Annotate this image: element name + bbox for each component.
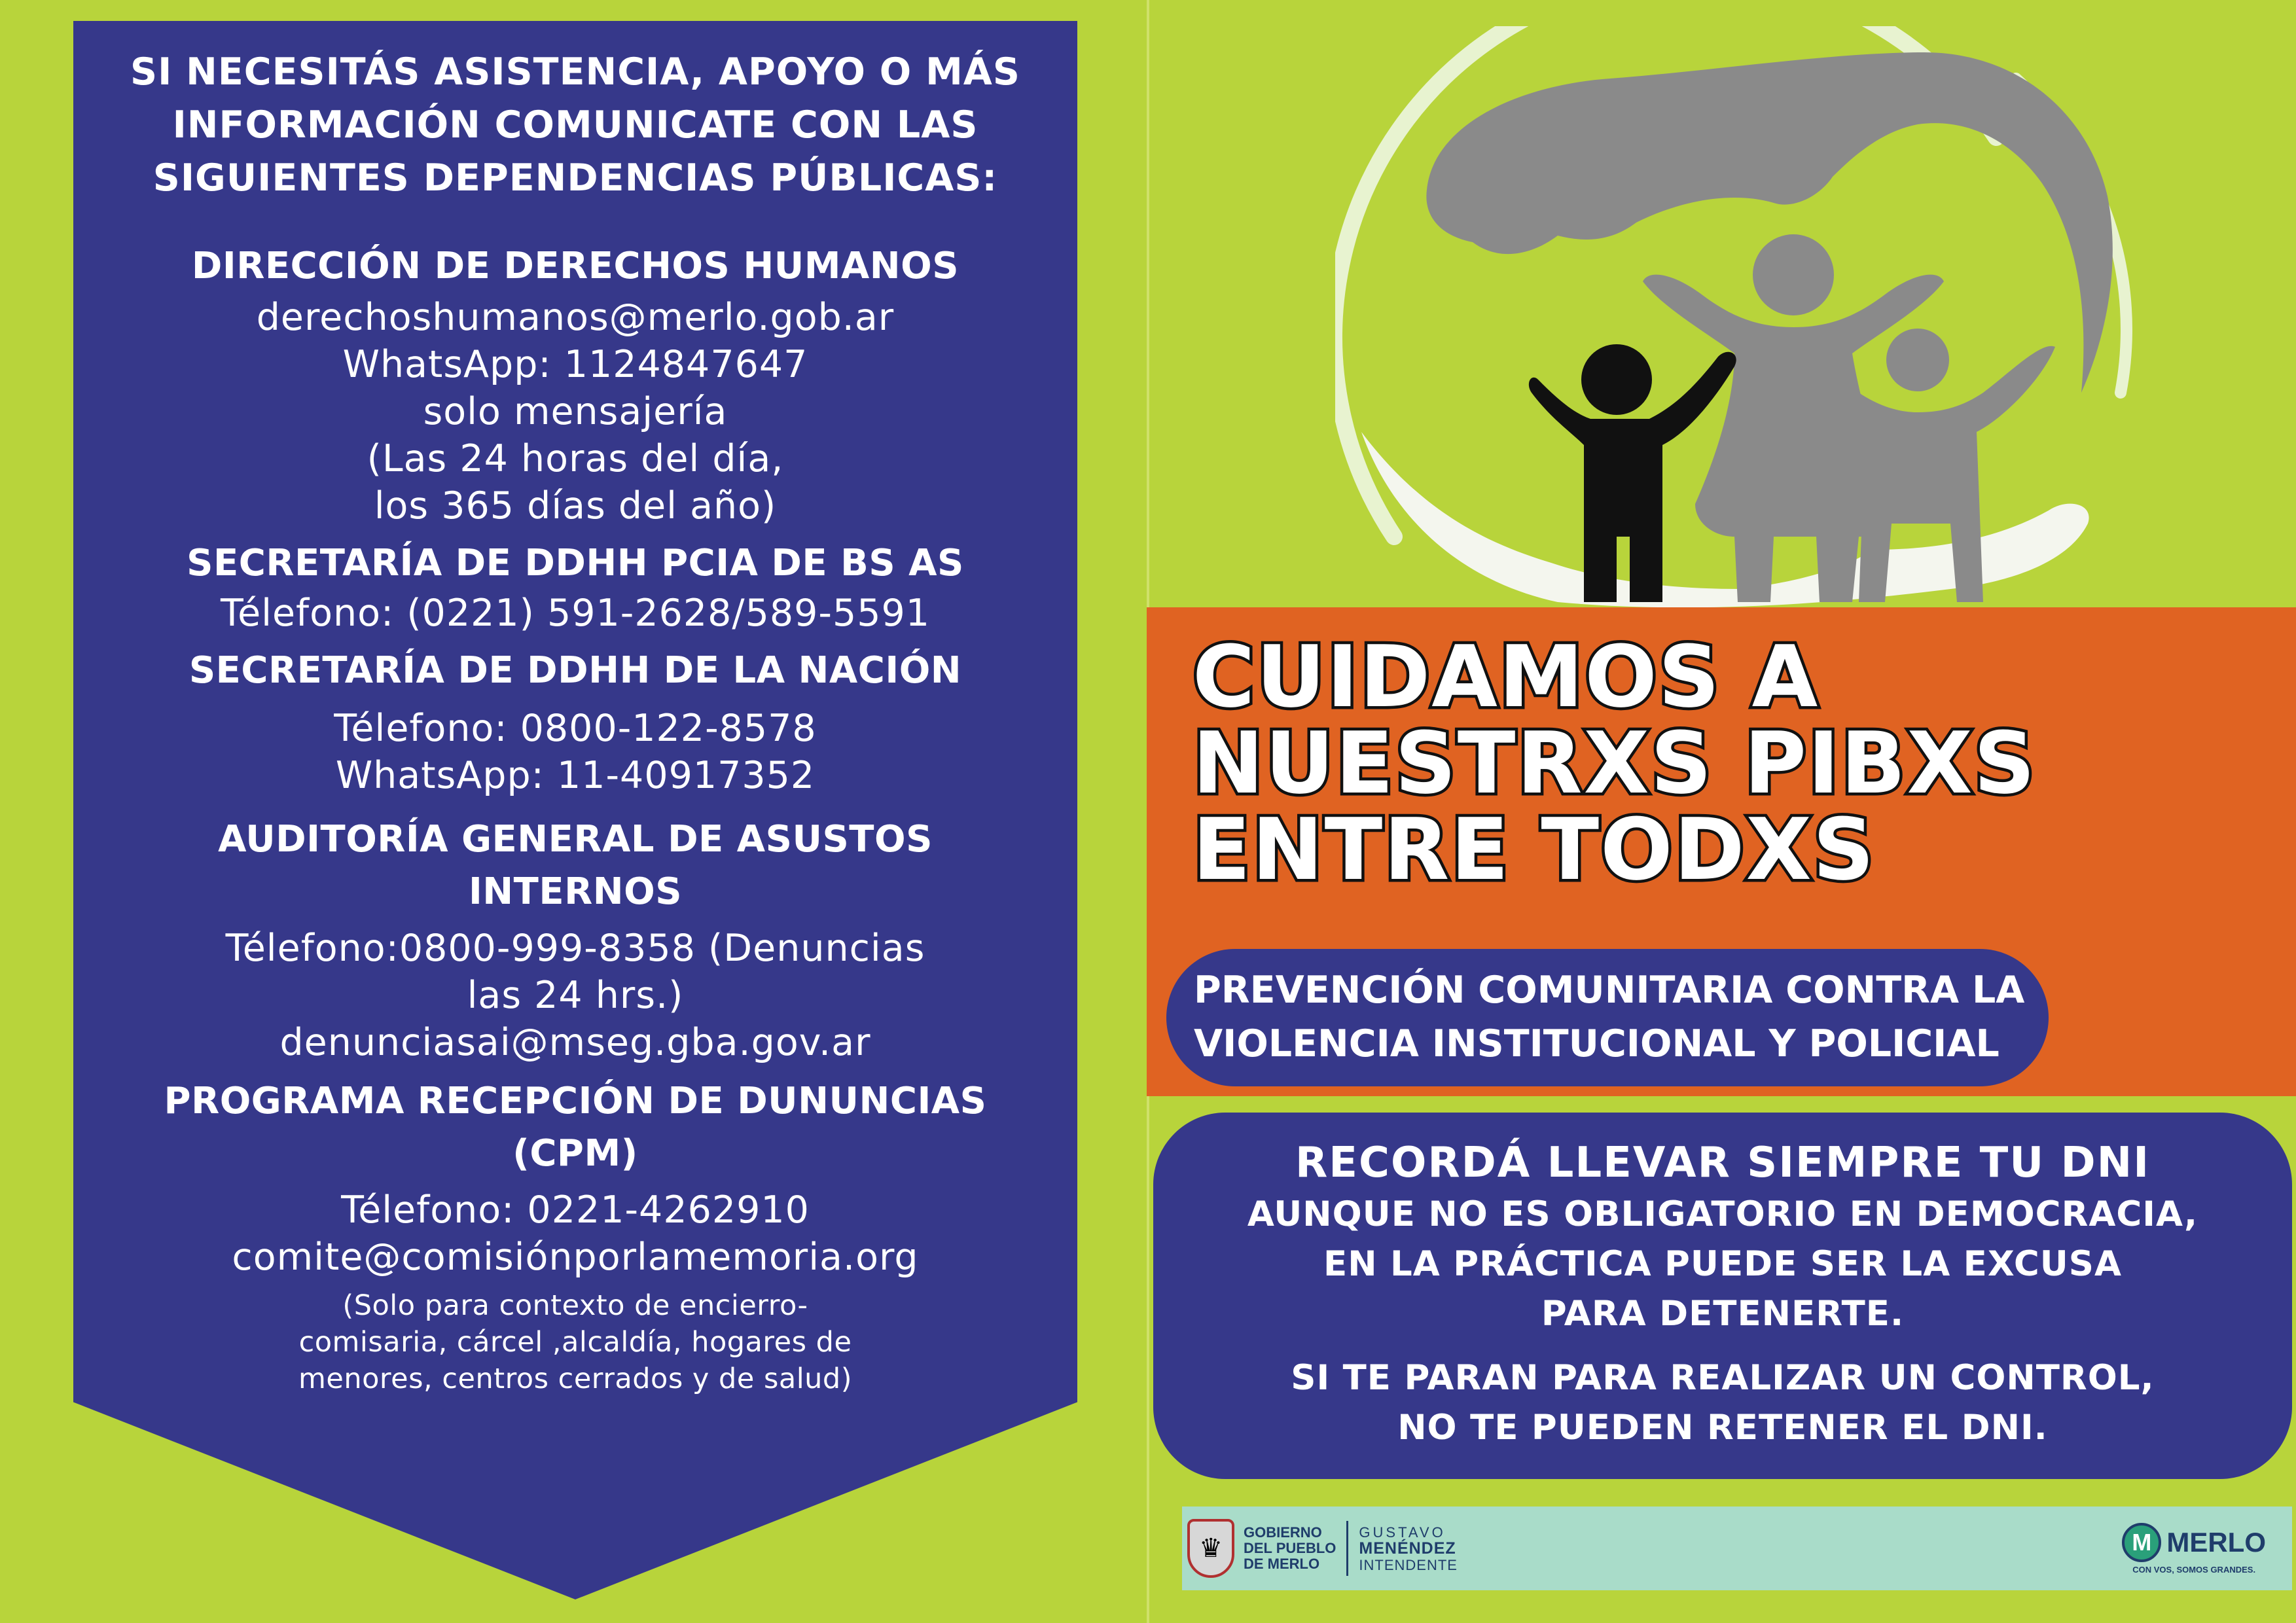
section-cpm: PROGRAMA RECEPCIÓN DE DUNUNCIAS (CPM) Télefono: 0221-4262910 comite@comisiónporlamemoria.org (Solo para contexto de encierro- comisaria, cárcel ,alcaldía, hogares de menores, centros cerrados y de salud) <box>73 1075 1077 1397</box>
merlo-logo: M MERLO CON VOS, SOMOS GRANDES. <box>2122 1523 2266 1575</box>
email-link[interactable]: denunciasai@mseg.gba.gov.ar <box>279 1021 871 1064</box>
whatsapp-number[interactable]: WhatsApp: 11-40917352 <box>335 754 816 797</box>
government-logo: ♛ GOBIERNO DEL PUEBLO DE MERLO GUSTAVO MENÉNDEZ INTENDENTE <box>1187 1519 1458 1578</box>
logo-divider <box>1346 1521 1348 1576</box>
headline: CUIDAMOS A NUESTRXS PIBXS ENTRE TODXS <box>1193 627 2037 899</box>
subtitle-pill: PREVENCIÓN COMUNITARIA CONTRA LA VIOLENCIA INSTITUCIONAL Y POLICIAL <box>1166 949 2049 1086</box>
phone-number[interactable]: Télefono:0800-999-8358 (Denuncias <box>225 927 925 970</box>
dni-title: RECORDÁ LLEVAR SIEMPRE TU DNI <box>1295 1139 2151 1187</box>
section-title: DIRECCIÓN DE DERECHOS HUMANOS <box>191 245 960 287</box>
section-derechos-humanos: DIRECCIÓN DE DERECHOS HUMANOS derechoshumanos@merlo.gob.ar WhatsApp: 1124847647 solo mensajería (Las 24 horas del día, los 365 días del año) <box>73 240 1077 529</box>
family-protection-illustration <box>1335 26 2147 615</box>
email-link[interactable]: comite@comisiónporlamemoria.org <box>232 1236 919 1279</box>
dni-paragraph: AUNQUE NO ES OBLIGATORIO EN DEMOCRACIA, EN LA PRÁCTICA PUEDE SER LA EXCUSA PARA DETENERTE. <box>1247 1194 2198 1334</box>
merlo-m-icon: M <box>2122 1523 2161 1562</box>
child-head <box>1886 329 1949 391</box>
phone-number[interactable]: Télefono: (0221) 591-2628/589-5591 <box>220 592 931 635</box>
child-head <box>1581 344 1652 415</box>
section-secretaria-pcia <box>73 537 1077 637</box>
email-link[interactable]: derechoshumanos@merlo.gob.ar <box>256 296 895 339</box>
phone-number[interactable]: Télefono: 0800-122-8578 <box>334 707 817 750</box>
crest-icon: ♛ <box>1187 1519 1234 1578</box>
section-title: SECRETARÍA DE DDHH DE LA NACIÓN <box>188 649 962 692</box>
section-title: PROGRAMA RECEPCIÓN DE DUNUNCIAS <box>164 1080 987 1122</box>
adult-head <box>1753 234 1834 315</box>
dni-paragraph: SI TE PARAN PARA REALIZAR UN CONTROL, NO TE PUEDEN RETENER EL DNI. <box>1291 1358 2155 1448</box>
dni-reminder-box <box>1153 1113 2292 1479</box>
section-auditoria: AUDITORÍA GENERAL DE ASUSTOS INTERNOS Télefono:0800-999-8358 (Denuncias las 24 hrs.) denunciasai@mseg.gba.gov.ar <box>73 813 1077 1066</box>
footer-logos <box>1182 1507 2292 1590</box>
contact-info <box>73 46 1077 1397</box>
intro-text: SI NECESITÁS ASISTENCIA, APOYO O MÁS INFORMACIÓN COMUNICATE CON LAS SIGUIENTES DEPENDENCIAS PÚBLICAS: <box>130 50 1020 200</box>
footnote: (Solo para contexto de encierro- comisaria, cárcel ,alcaldía, hogares de menores, centros cerrados y de salud) <box>298 1289 852 1395</box>
phone-number[interactable]: Télefono: 0221-4262910 <box>341 1188 810 1232</box>
whatsapp-number[interactable]: WhatsApp: 1124847647 <box>342 343 808 386</box>
section-secretaria-nacion <box>73 645 1077 799</box>
section-title: SECRETARÍA DE DDHH PCIA DE BS AS <box>187 542 964 584</box>
section-title: AUDITORÍA GENERAL DE ASUSTOS <box>218 818 933 861</box>
